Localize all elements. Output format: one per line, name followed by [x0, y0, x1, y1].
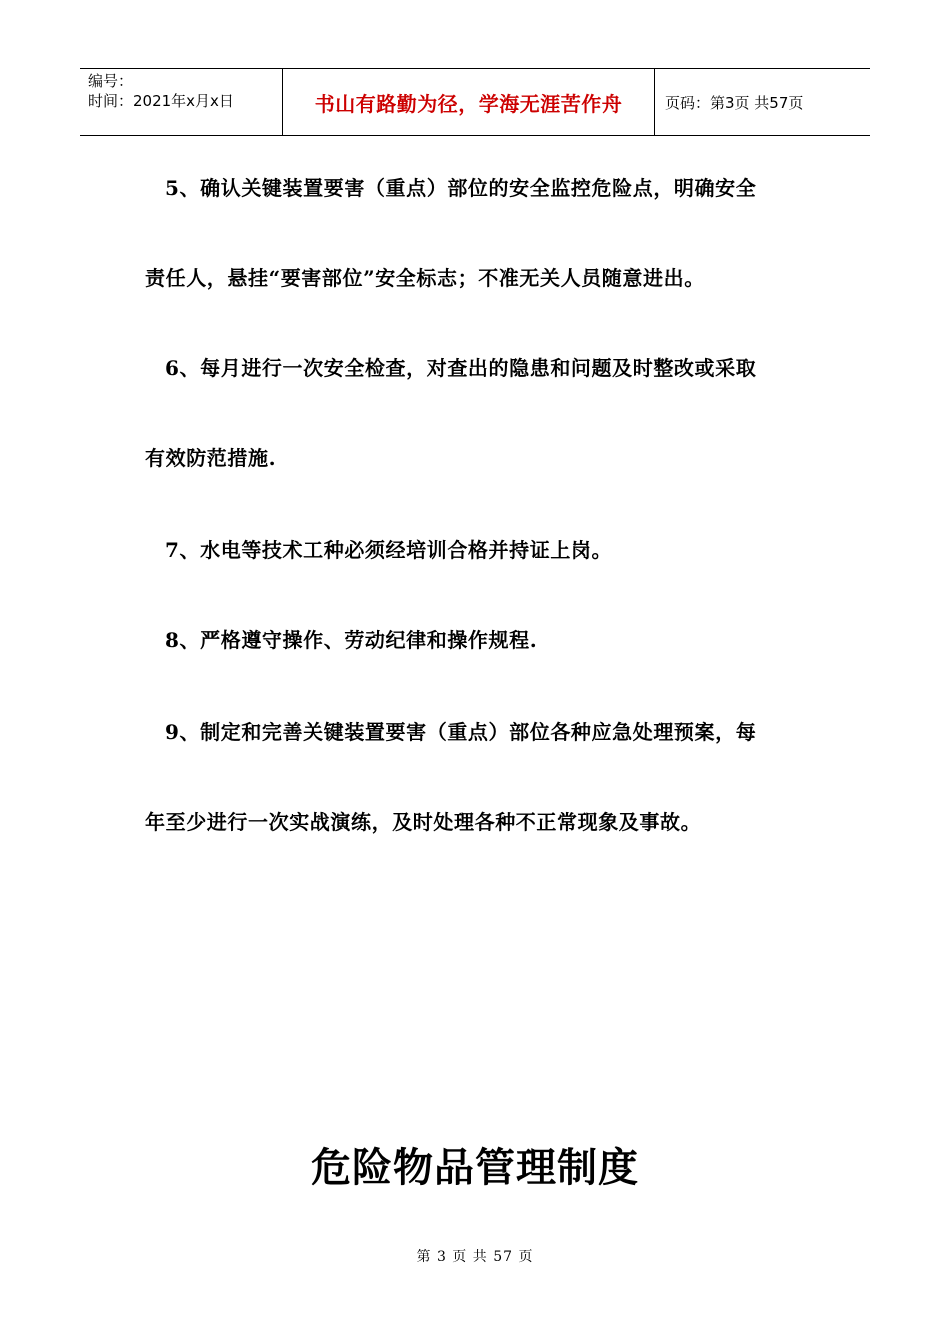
- section-title: 危险物品管理制度: [311, 1145, 639, 1191]
- page-footer: 第 3 页 共 57 页: [416, 1249, 534, 1265]
- paragraph-line: 5、确认关键装置要害（重点）部位的安全监控危险点，明确安全: [165, 176, 757, 200]
- paragraph-line: 9、制定和完善关键装置要害（重点）部位各种应急处理预案，每: [165, 720, 757, 744]
- time-label: 时间：2021年x月x日: [88, 92, 234, 110]
- paragraph-line: 年至少进行一次实战演练，及时处理各种不正常现象及事故。: [145, 810, 702, 834]
- number-label: 编号：: [88, 72, 134, 90]
- header-page-label: 页码：第3页 共57页: [665, 93, 804, 112]
- paragraph-line: 8、严格遵守操作、劳动纪律和操作规程.: [165, 628, 538, 652]
- paragraph-line: 7、水电等技术工种必须经培训合格并持证上岗。: [165, 538, 613, 562]
- header-motto: 书山有路勤为径，学海无涯苦作舟: [282, 69, 655, 135]
- paragraph-line: 责任人，悬挂“要害部位”安全标志；不准无关人员随意进出。: [145, 266, 705, 290]
- paragraph-line: 6、每月进行一次安全检查，对查出的隐患和问题及时整改或采取: [165, 356, 757, 380]
- paragraph-line: 有效防范措施.: [145, 446, 277, 470]
- header-left-cell: [80, 69, 282, 135]
- page-header: [80, 68, 870, 136]
